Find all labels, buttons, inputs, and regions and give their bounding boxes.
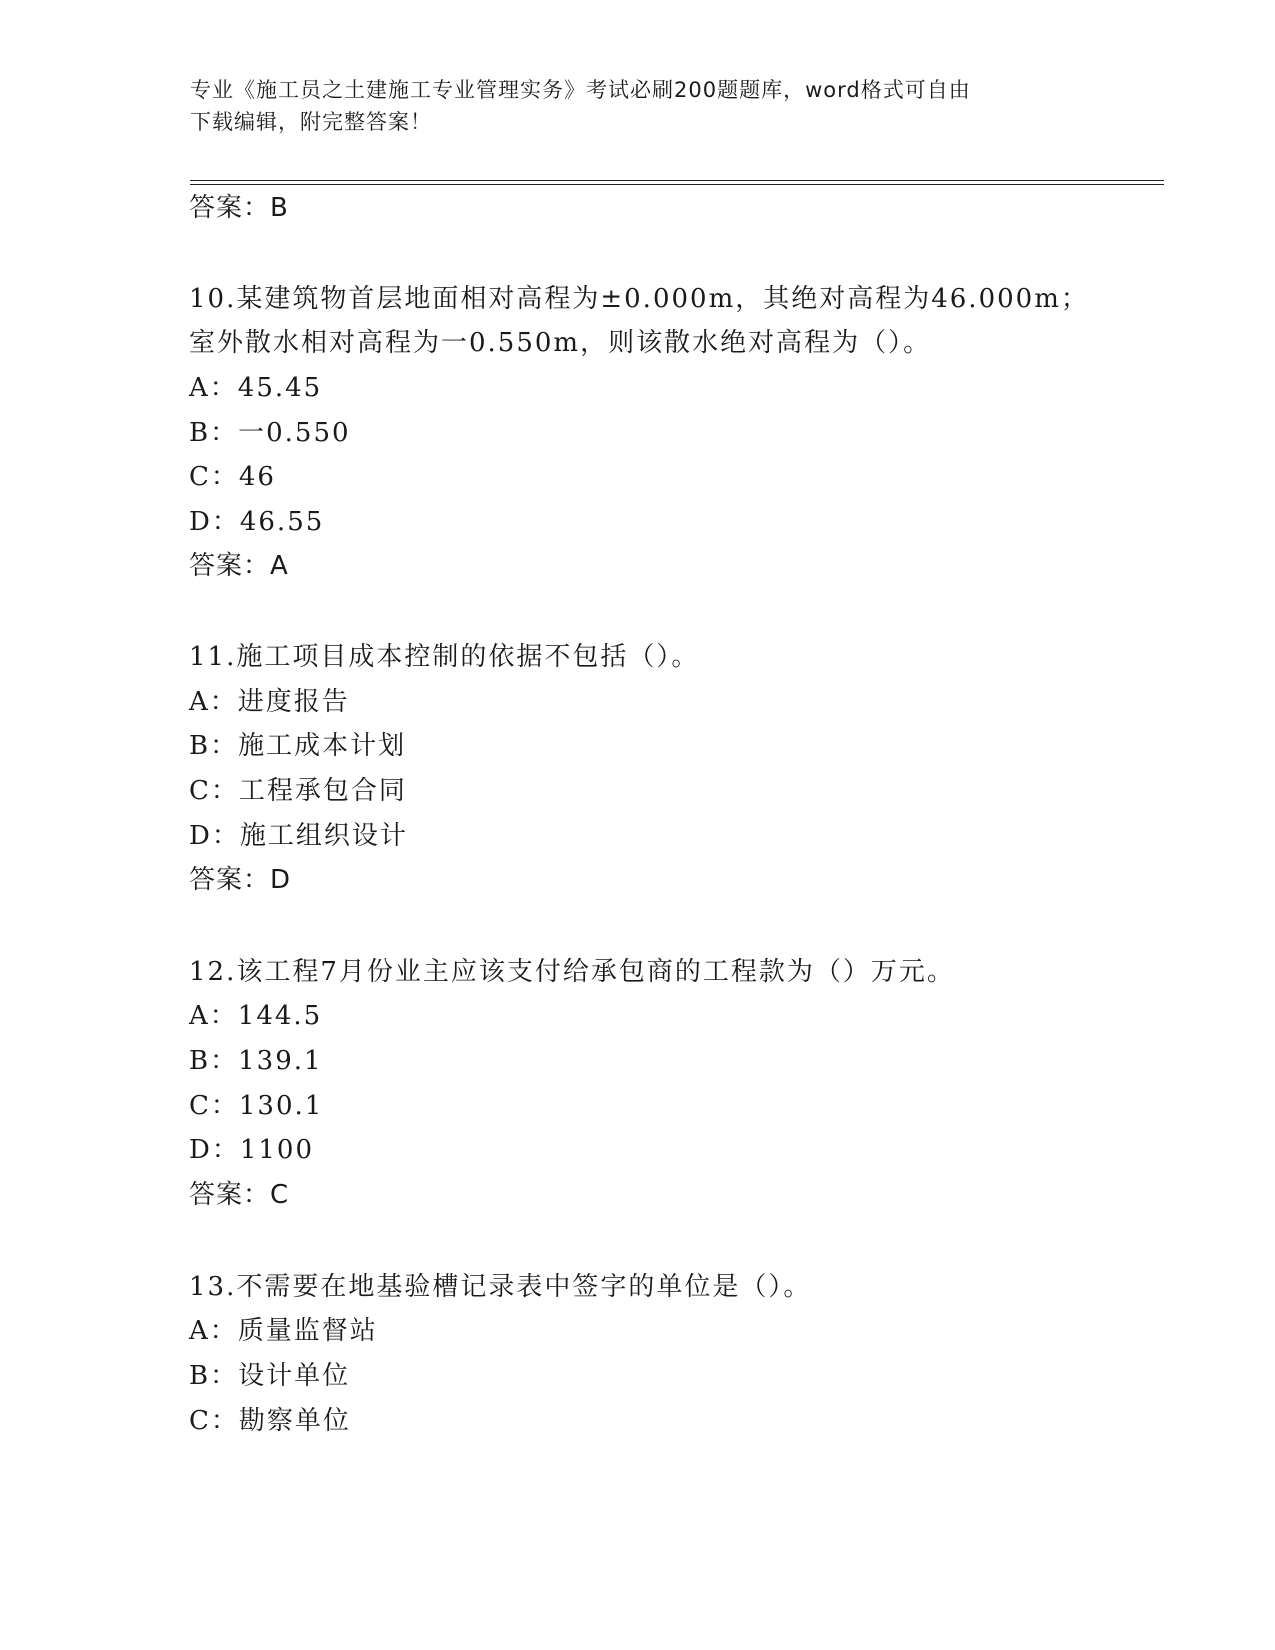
document-header: [190, 74, 1090, 138]
header-divider-bottom: [190, 184, 1164, 185]
question-10-option-d: D：46.55: [189, 507, 325, 537]
question-10-option-a: A：45.45: [189, 373, 323, 403]
question-10-option-b: B：一0.550: [189, 418, 351, 448]
question-11-stem: 11.施工项目成本控制的依据不包括（）。: [189, 642, 700, 672]
question-12-answer: 答案：C: [189, 1180, 290, 1210]
question-10-option-c: C：46: [189, 462, 276, 492]
question-13-stem: 13.不需要在地基验槽记录表中签字的单位是（）。: [189, 1272, 812, 1302]
previous-answer: 答案：B: [189, 193, 289, 223]
question-12-option-c: C：130.1: [189, 1091, 324, 1121]
question-10-stem-line-2: 室外散水相对高程为一0.550m，则该散水绝对高程为（）。: [189, 328, 932, 358]
header-divider-top: [190, 180, 1164, 181]
header-line-2: 下载编辑，附完整答案！: [190, 110, 432, 134]
question-12-stem: 12.该工程7月份业主应该支付给承包商的工程款为（）万元。: [189, 957, 955, 987]
question-12-option-a: A：144.5: [189, 1001, 323, 1031]
question-13-option-c: C：勘察单位: [189, 1406, 351, 1436]
question-13-option-b: B：设计单位: [189, 1361, 351, 1391]
question-11-option-c: C：工程承包合同: [189, 776, 407, 806]
question-12-option-d: D：1100: [189, 1135, 315, 1165]
question-11-option-d: D：施工组织设计: [189, 821, 408, 851]
question-11-option-b: B：施工成本计划: [189, 731, 407, 761]
question-13-option-a: A：质量监督站: [189, 1316, 378, 1346]
question-12-option-b: B：139.1: [189, 1046, 323, 1076]
question-10-stem-line-1: 10.某建筑物首层地面相对高程为±0.000m，其绝对高程为46.000m；: [189, 284, 1089, 314]
question-11-answer: 答案：D: [189, 865, 292, 895]
question-11-option-a: A：进度报告: [189, 687, 350, 717]
header-line-1: 专业《施工员之土建施工专业管理实务》考试必刷200题题库，word格式可自由: [190, 78, 971, 102]
question-10-answer: 答案：A: [189, 551, 289, 581]
